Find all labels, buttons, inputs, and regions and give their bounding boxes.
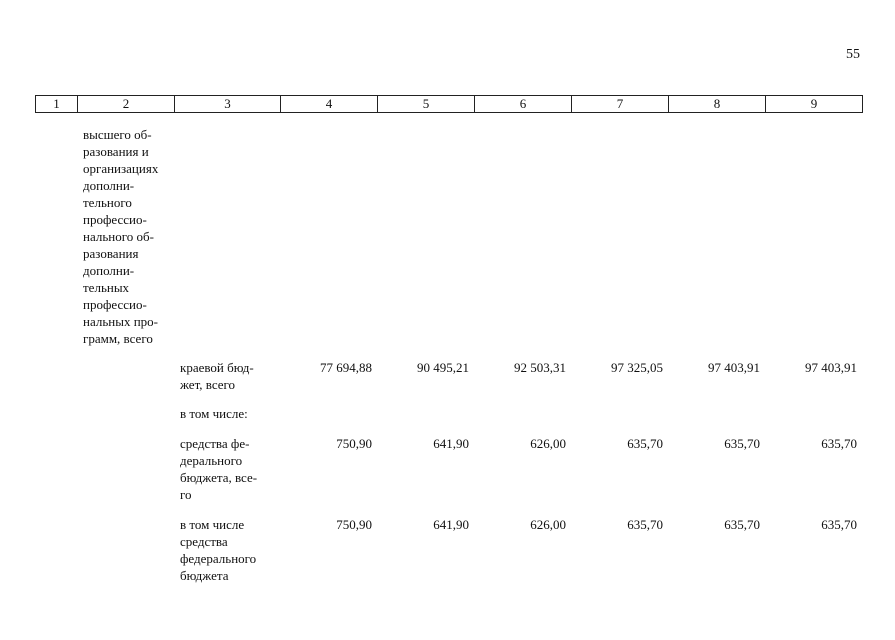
table-cell: 92 503,31 (514, 360, 566, 375)
table-cell: 635,70 (821, 517, 857, 532)
header-cell: 3 (175, 96, 281, 112)
row-label: краевой бюд- жет, всего (180, 360, 254, 392)
table-cell: 750,90 (336, 436, 372, 451)
page-number: 55 (846, 47, 860, 62)
table-header-row (35, 95, 863, 113)
table-cell: 635,70 (821, 436, 857, 451)
table-cell: 635,70 (627, 517, 663, 532)
row-label: в том числе: (180, 406, 248, 421)
table-cell: 97 325,05 (611, 360, 663, 375)
header-cell: 6 (475, 96, 572, 112)
table-cell: 635,70 (724, 517, 760, 532)
row-label: средства фе- дерального бюджета, все- го (180, 436, 258, 502)
table-cell: 750,90 (336, 517, 372, 532)
header-cell: 1 (36, 96, 78, 112)
header-cell: 7 (572, 96, 669, 112)
table-cell: 97 403,91 (708, 360, 760, 375)
table-cell: 90 495,21 (417, 360, 469, 375)
header-cell: 4 (281, 96, 378, 112)
header-cell: 9 (810, 96, 818, 111)
table-cell: 635,70 (724, 436, 760, 451)
header-cell: 5 (378, 96, 475, 112)
table-cell: 635,70 (627, 436, 663, 451)
table-cell: 626,00 (530, 517, 566, 532)
row-description: высшего об- разования и организациях дополни- тельного профессио- нального об- разования дополни- тельных профессио- нальных про- грамм, всего (83, 127, 159, 346)
header-cell: 8 (669, 96, 766, 112)
table-cell: 641,90 (433, 517, 469, 532)
table-cell: 626,00 (530, 436, 566, 451)
table-cell: 77 694,88 (320, 360, 372, 375)
table-cell: 97 403,91 (805, 360, 857, 375)
header-cell: 2 (78, 96, 175, 112)
row-label: в том числе средства федерального бюджета (180, 517, 257, 583)
table-cell: 641,90 (433, 436, 469, 451)
